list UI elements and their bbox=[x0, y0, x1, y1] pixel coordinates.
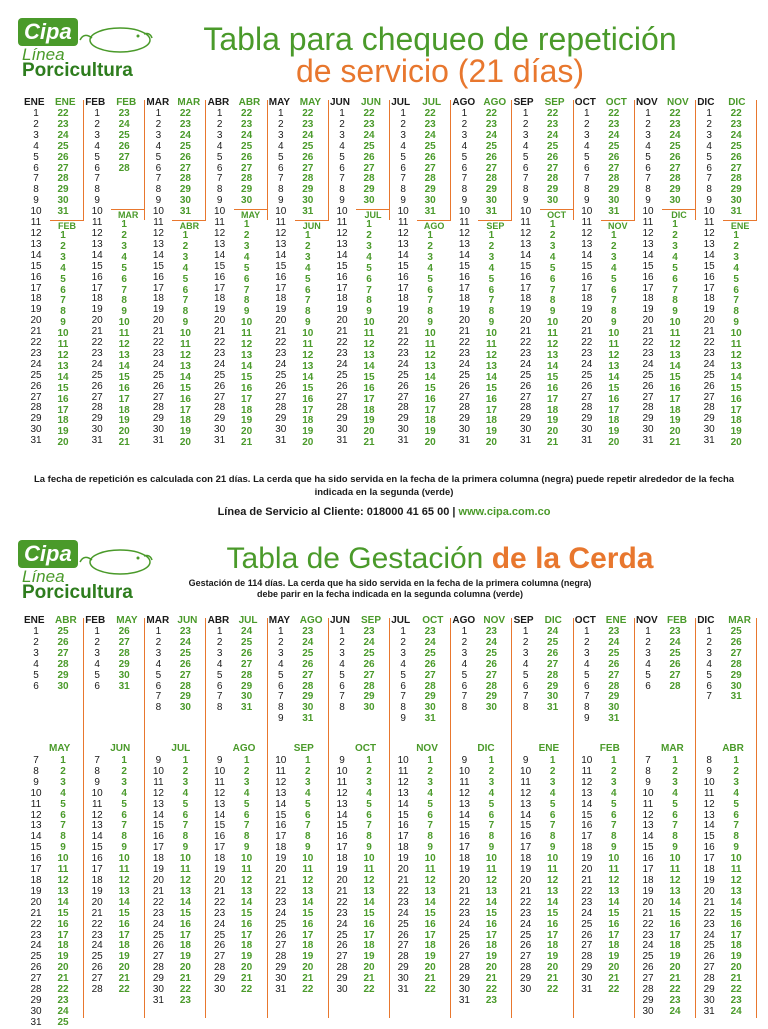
birth-month-label: NOV bbox=[483, 615, 506, 626]
repeat-days-a: 22 23 24 25 26 27 28 29 30 31 bbox=[730, 108, 742, 218]
served-days-a: 1 2 3 4 5 6 7 8 bbox=[339, 626, 345, 714]
next-birth-month-label: JUN bbox=[110, 743, 131, 754]
served-days: 1 2 3 4 5 6 7 8 9 10 11 12 13 14 15 16 17 18 19 20 21 22 23 24 25 26 27 28 29 30 31 bbox=[703, 108, 715, 447]
served-days-a: 1 2 3 4 5 6 7 8 9 bbox=[400, 626, 406, 725]
next-birth-month-label: DIC bbox=[477, 743, 495, 754]
gestation-block-sep bbox=[513, 615, 577, 1024]
birth-days-b: 1 2 3 4 5 6 7 8 9 10 11 12 13 14 15 16 17 18 19 20 21 22 23 bbox=[485, 755, 497, 1006]
served-days: 1 2 3 4 5 6 7 8 9 10 11 12 13 14 15 16 17 18 19 20 21 22 23 24 25 26 27 28 29 30 31 bbox=[336, 108, 348, 447]
next-month-label: OCT bbox=[540, 209, 574, 220]
month-label: DIC bbox=[697, 97, 715, 108]
next-birth-month-label: FEB bbox=[599, 743, 620, 754]
next-birth-month-label: JUL bbox=[171, 743, 191, 754]
next-month-label: SEP bbox=[478, 220, 512, 231]
month-label: MAR bbox=[146, 97, 170, 108]
cipa-logo-bottom bbox=[18, 540, 158, 603]
month-label: MAY bbox=[268, 97, 291, 108]
served-days: 1 2 3 4 5 6 7 8 9 10 11 12 13 14 15 16 17 18 19 20 21 22 23 24 25 26 27 28 29 30 31 bbox=[30, 108, 42, 447]
birth-month-label: OCT bbox=[422, 615, 444, 626]
birth-month-label: ABR bbox=[55, 615, 77, 626]
repeat-month-label: MAY bbox=[299, 97, 322, 108]
divider-line bbox=[267, 618, 268, 1018]
divider-line bbox=[83, 100, 84, 220]
birth-days-b: 1 2 3 4 5 6 7 8 9 10 11 12 13 14 15 16 17 18 19 20 21 22 bbox=[241, 755, 253, 996]
served-days-b: 7 8 9 10 11 12 13 14 15 16 17 18 19 20 21 22 23 24 25 26 27 28 bbox=[91, 755, 103, 996]
cipa-badge: Cipa bbox=[18, 18, 78, 46]
served-days-b: 9 10 11 12 13 14 15 16 17 18 19 20 21 22 23 24 25 26 27 28 29 30 31 bbox=[458, 755, 470, 1006]
gestation-block-dic bbox=[697, 615, 760, 1024]
divider-line bbox=[328, 618, 329, 1018]
next-month-label: FEB bbox=[50, 220, 84, 231]
website-link[interactable]: www.cipa.com.co bbox=[458, 506, 551, 518]
divider-line bbox=[573, 100, 574, 220]
birth-month-label: MAR bbox=[728, 615, 751, 626]
served-days-a: 1 2 3 4 5 6 7 8 bbox=[155, 626, 162, 714]
birth-month-label: FEB bbox=[667, 615, 687, 626]
month-block-ene bbox=[24, 97, 87, 466]
service-month-label: ABR bbox=[207, 615, 230, 626]
month-block-jun bbox=[330, 97, 393, 466]
gestation-block-abr bbox=[207, 615, 271, 1024]
served-days-b: 9 10 11 12 13 14 15 16 17 18 19 20 21 22 23 24 25 26 27 28 29 30 bbox=[520, 755, 532, 996]
next-month-label: ENE bbox=[723, 220, 757, 231]
month-block-sep bbox=[513, 97, 577, 466]
repeat-days-b: 1 2 3 4 5 6 7 8 9 10 11 12 13 14 15 16 17 18 19 20 21 bbox=[363, 219, 375, 449]
repeat-days-a: 22 23 24 25 26 27 28 29 30 31 bbox=[424, 108, 436, 218]
service-month-label: AGO bbox=[452, 615, 476, 626]
divider-line bbox=[389, 618, 390, 1018]
birth-days-b: 1 2 3 4 5 6 7 8 9 10 11 12 13 14 15 16 17 18 19 20 21 22 bbox=[363, 755, 375, 996]
divider-line bbox=[328, 100, 329, 220]
repeat-days-b: 1 2 3 4 5 6 7 8 9 10 11 12 13 14 15 16 17 18 19 20 21 bbox=[241, 219, 253, 449]
repeat-days-a: 22 23 24 25 26 27 28 29 30 31 bbox=[57, 108, 69, 218]
divider-line bbox=[756, 100, 757, 220]
birth-days-b: 1 2 3 4 5 6 7 8 9 10 11 12 13 14 15 16 17 18 19 20 21 22 bbox=[118, 755, 130, 996]
next-month-label: DIC bbox=[662, 209, 696, 220]
served-days-a: 1 2 3 4 5 6 bbox=[94, 626, 100, 692]
repeat-days-b: 1 2 3 4 5 6 7 8 9 10 11 12 13 14 15 16 17 18 19 20 21 bbox=[547, 219, 559, 449]
gestation-block-oct bbox=[574, 615, 638, 1024]
month-block-abr bbox=[207, 97, 271, 466]
repeat-days-b: 1 2 3 4 5 6 7 8 9 10 11 12 13 14 15 16 17 18 19 20 bbox=[179, 230, 191, 449]
divider-line bbox=[450, 618, 451, 1018]
repeat-days-b: 1 2 3 4 5 6 7 8 9 10 11 12 13 14 15 16 17 18 19 20 21 bbox=[118, 219, 130, 449]
repeat-days-b: 1 2 3 4 5 6 7 8 9 10 11 12 13 14 15 16 17 18 19 20 bbox=[302, 230, 314, 449]
month-label: JUN bbox=[330, 97, 351, 108]
birth-days-b: 1 2 3 4 5 6 7 8 9 10 11 12 13 14 15 16 17 18 19 20 21 22 23 bbox=[179, 755, 191, 1006]
divider-line bbox=[634, 100, 635, 220]
divider-line bbox=[511, 618, 512, 1018]
repeat-month-label: ABR bbox=[238, 97, 261, 108]
repeat-days-a: 22 23 24 25 26 27 28 29 30 31 bbox=[485, 108, 497, 218]
served-days-b: 8 9 10 11 12 13 14 15 16 17 18 19 20 21 22 23 24 25 26 27 28 29 30 31 bbox=[703, 755, 715, 1017]
birth-days-a: 23 24 25 26 27 28 29 30 31 bbox=[302, 626, 314, 725]
month-block-jul bbox=[391, 97, 454, 466]
gestation-block-jun bbox=[330, 615, 393, 1024]
birth-days-a: 25 26 27 28 29 30 31 bbox=[730, 626, 742, 703]
birth-days-b: 1 2 3 4 5 6 7 8 9 10 11 12 13 14 15 16 17 18 19 20 21 22 23 24 bbox=[669, 755, 681, 1017]
month-block-mar bbox=[146, 97, 209, 466]
service-month-label: MAR bbox=[146, 615, 170, 626]
repeat-days-b: 1 2 3 4 5 6 7 8 9 10 11 12 13 14 15 16 17 18 19 20 bbox=[730, 230, 742, 449]
served-days-a: 1 2 3 4 5 6 7 8 bbox=[216, 626, 223, 714]
bottom-title-part1: Tabla de Gestación bbox=[226, 542, 484, 575]
divider-line bbox=[573, 618, 574, 1018]
served-days-a: 1 2 3 4 5 6 bbox=[645, 626, 651, 692]
served-days: 1 2 3 4 5 6 7 8 9 10 11 12 13 14 15 16 17 18 19 20 21 22 23 24 25 26 27 28 29 30 31 bbox=[397, 108, 409, 447]
next-birth-month-label: MAY bbox=[49, 743, 71, 754]
next-month-label: JUL bbox=[356, 209, 390, 220]
next-birth-month-label: NOV bbox=[416, 743, 438, 754]
divider-line bbox=[450, 100, 451, 220]
month-label: SEP bbox=[513, 97, 534, 108]
birth-days-a: 23 24 25 26 27 28 29 30 bbox=[179, 626, 191, 714]
next-birth-month-label: OCT bbox=[355, 743, 377, 754]
birth-days-b: 1 2 3 4 5 6 7 8 9 10 11 12 13 14 15 16 17 18 19 20 21 22 23 24 25 bbox=[57, 755, 69, 1028]
repeat-month-label: JUN bbox=[361, 97, 382, 108]
next-month-label: MAY bbox=[234, 209, 268, 220]
divider-line bbox=[205, 618, 206, 1018]
served-days: 1 2 3 4 5 6 7 8 9 10 11 12 13 14 15 16 17 18 19 20 21 22 23 24 25 26 27 28 29 30 31 bbox=[91, 108, 103, 447]
birth-days-b: 1 2 3 4 5 6 7 8 9 10 11 12 13 14 15 16 17 18 19 20 21 22 bbox=[608, 755, 620, 996]
repeat-month-label: FEB bbox=[116, 97, 137, 108]
logo-line-text: Línea bbox=[22, 567, 65, 586]
divider-line bbox=[511, 100, 512, 220]
served-days-a: 1 2 3 4 5 6 7 8 bbox=[522, 626, 529, 714]
divider-line bbox=[695, 618, 696, 1018]
next-month-label: ABR bbox=[172, 220, 206, 231]
service-label: Línea de Servicio al Cliente: 018000 41 65 00 | bbox=[217, 506, 456, 518]
birth-days-a: 23 24 25 26 27 28 29 30 31 bbox=[424, 626, 436, 725]
repeat-month-label: OCT bbox=[605, 97, 627, 108]
month-block-dic bbox=[697, 97, 760, 466]
month-block-oct bbox=[574, 97, 638, 466]
served-days-b: 10 11 12 13 14 15 16 17 18 19 20 21 22 23 24 25 26 27 28 29 30 31 bbox=[397, 755, 409, 996]
served-days: 1 2 3 4 5 6 7 8 9 10 11 12 13 14 15 16 17 18 19 20 21 22 23 24 25 26 27 28 29 30 31 bbox=[642, 108, 654, 447]
divider-line bbox=[756, 618, 757, 1018]
month-label: ENE bbox=[24, 97, 45, 108]
served-days: 1 2 3 4 5 6 7 8 9 10 11 12 13 14 15 16 17 18 19 20 21 22 23 24 25 26 27 28 29 30 31 bbox=[520, 108, 532, 447]
cipa-badge: Cipa bbox=[18, 540, 78, 568]
birth-month-label: DIC bbox=[544, 615, 562, 626]
month-block-may bbox=[268, 97, 332, 466]
top-title-line1: Tabla para chequeo de repetición bbox=[203, 21, 677, 57]
service-month-label: ENE bbox=[24, 615, 45, 626]
gestation-block-mar bbox=[146, 615, 209, 1024]
repeat-days-a: 22 23 24 25 26 27 28 29 30 bbox=[547, 108, 559, 207]
month-label: JUL bbox=[391, 97, 411, 108]
repeat-month-label: DIC bbox=[728, 97, 746, 108]
next-month-label: JUN bbox=[295, 220, 329, 231]
birth-days-a: 23 24 25 26 27 28 bbox=[669, 626, 681, 692]
gestation-block-feb bbox=[85, 615, 148, 1024]
served-days: 1 2 3 4 5 6 7 8 9 10 11 12 13 14 15 16 17 18 19 20 21 22 23 24 25 26 27 28 29 30 31 bbox=[214, 108, 226, 447]
served-days: 1 2 3 4 5 6 7 8 9 10 11 12 13 14 15 16 17 18 19 20 21 22 23 24 25 26 27 28 29 30 31 bbox=[275, 108, 287, 447]
repeat-days-a: 22 23 24 25 26 27 28 29 30 31 bbox=[302, 108, 314, 218]
served-days-b: 9 10 11 12 13 14 15 16 17 18 19 20 21 22 23 24 25 26 27 28 29 30 bbox=[336, 755, 348, 996]
divider-line bbox=[144, 618, 145, 1018]
birth-days-a: 24 25 26 27 28 29 30 31 bbox=[241, 626, 253, 714]
divider-line bbox=[634, 618, 635, 1018]
gestation-block-jul bbox=[391, 615, 454, 1024]
service-month-label: SEP bbox=[513, 615, 534, 626]
repeat-days-b: 1 2 3 4 5 6 7 8 9 10 11 12 13 14 15 16 17 18 19 20 bbox=[424, 230, 436, 449]
birth-days-a: 24 25 26 27 28 29 30 31 bbox=[547, 626, 559, 714]
served-days-a: 1 2 3 4 5 6 bbox=[33, 626, 39, 692]
repeat-days-a: 22 23 24 25 26 27 28 29 30 bbox=[241, 108, 253, 207]
cipa-logo-top bbox=[18, 18, 158, 81]
repeat-month-label: JUL bbox=[422, 97, 442, 108]
repeat-service-table bbox=[24, 97, 750, 466]
birth-days-a: 25 26 27 28 29 30 bbox=[57, 626, 69, 692]
repeat-days-b: 1 2 3 4 5 6 7 8 9 10 11 12 13 14 15 16 17 18 19 20 bbox=[608, 230, 620, 449]
served-days-b: 7 8 9 10 11 12 13 14 15 16 17 18 19 20 21 22 23 24 25 26 27 28 29 30 31 bbox=[30, 755, 42, 1028]
divider-line bbox=[695, 100, 696, 220]
served-days-b: 9 10 11 12 13 14 15 16 17 18 19 20 21 22 23 24 25 26 27 28 29 30 31 bbox=[152, 755, 164, 1006]
month-label: AGO bbox=[452, 97, 476, 108]
month-label: FEB bbox=[85, 97, 106, 108]
gestation-block-ene bbox=[24, 615, 87, 1028]
next-birth-month-label: MAR bbox=[661, 743, 684, 754]
birth-month-label: SEP bbox=[361, 615, 382, 626]
repeat-note: La fecha de repetición es calculada con 21 días. La cerda que ha sido servida en la fecha de la primera columna (negra) puede repetir alrededor de la fecha indicada en la segunda (verde) bbox=[33, 474, 735, 498]
birth-days-b: 1 2 3 4 5 6 7 8 9 10 11 12 13 14 15 16 17 18 19 20 21 22 23 24 bbox=[730, 755, 742, 1017]
logo-line-text: Línea bbox=[22, 45, 65, 64]
birth-days-a: 23 24 25 26 27 28 29 30 bbox=[363, 626, 375, 714]
service-month-label: MAY bbox=[268, 615, 291, 626]
next-month-label: AGO bbox=[417, 220, 451, 231]
top-title-line2: de servicio (21 días) bbox=[295, 53, 585, 89]
month-block-feb bbox=[85, 97, 148, 466]
next-birth-month-label: ABR bbox=[722, 743, 744, 754]
repeat-month-label: ENE bbox=[55, 97, 76, 108]
served-days: 1 2 3 4 5 6 7 8 9 10 11 12 13 14 15 16 17 18 19 20 21 22 23 24 25 26 27 28 29 30 31 bbox=[458, 108, 470, 447]
repeat-days-b: 1 2 3 4 5 6 7 8 9 10 11 12 13 14 15 16 17 18 19 20 21 bbox=[669, 219, 681, 449]
birth-month-label: AGO bbox=[299, 615, 323, 626]
served-days: 1 2 3 4 5 6 7 8 9 10 11 12 13 14 15 16 17 18 19 20 21 22 23 24 25 26 27 28 29 30 31 bbox=[581, 108, 593, 447]
divider-line bbox=[267, 100, 268, 220]
repeat-month-label: MAR bbox=[177, 97, 201, 108]
birth-days-b: 1 2 3 4 5 6 7 8 9 10 11 12 13 14 15 16 17 18 19 20 21 22 bbox=[302, 755, 314, 996]
served-days-a: 1 2 3 4 5 6 7 8 bbox=[461, 626, 468, 714]
birth-month-label: MAY bbox=[116, 615, 138, 626]
gestation-block-may bbox=[268, 615, 332, 1024]
service-month-label: JUL bbox=[391, 615, 411, 626]
served-days-b: 7 8 9 10 11 12 13 14 15 16 17 18 19 20 21 22 23 24 25 26 27 28 29 30 bbox=[642, 755, 654, 1017]
bottom-title-part2: de la Cerda bbox=[491, 542, 654, 575]
next-birth-month-label: SEP bbox=[293, 743, 314, 754]
month-label: ABR bbox=[207, 97, 230, 108]
served-days-a: 1 2 3 4 5 6 7 8 9 bbox=[278, 626, 284, 725]
divider-line bbox=[144, 100, 145, 220]
service-line bbox=[0, 506, 768, 518]
month-label: NOV bbox=[636, 97, 658, 108]
repeat-month-label: NOV bbox=[667, 97, 689, 108]
repeat-days-b: 1 2 3 4 5 6 7 8 9 10 11 12 13 14 15 16 17 18 19 20 bbox=[485, 230, 497, 449]
birth-month-label: ENE bbox=[605, 615, 627, 626]
birth-days-b: 1 2 3 4 5 6 7 8 9 10 11 12 13 14 15 16 17 18 19 20 21 22 bbox=[547, 755, 559, 996]
divider-line bbox=[389, 100, 390, 220]
service-month-label: OCT bbox=[574, 615, 596, 626]
birth-days-b: 1 2 3 4 5 6 7 8 9 10 11 12 13 14 15 16 17 18 19 20 21 22 bbox=[424, 755, 436, 996]
repeat-days-a: 23 24 25 26 27 28 bbox=[118, 108, 130, 174]
month-label: OCT bbox=[574, 97, 596, 108]
month-block-ago bbox=[452, 97, 515, 466]
served-days-b: 9 10 11 12 13 14 15 16 17 18 19 20 21 22 23 24 25 26 27 28 29 30 bbox=[214, 755, 226, 996]
service-month-label: DIC bbox=[697, 615, 715, 626]
repeat-days-a: 22 23 24 25 26 27 28 29 30 31 bbox=[179, 108, 191, 218]
next-birth-month-label: ENE bbox=[538, 743, 560, 754]
birth-month-label: JUN bbox=[177, 615, 198, 626]
served-days: 1 2 3 4 5 6 7 8 9 10 11 12 13 14 15 16 17 18 19 20 21 22 23 24 25 26 27 28 29 30 31 bbox=[152, 108, 164, 447]
gestation-note: Gestación de 114 días. La cerda que ha sido servida en la fecha de la primera columna (negra) debe parir en la fecha indicada en la segunda columna (verde) bbox=[188, 578, 592, 599]
birth-days-a: 26 27 28 29 30 31 bbox=[118, 626, 130, 692]
next-month-label: NOV bbox=[601, 220, 635, 231]
repeat-month-label: AGO bbox=[483, 97, 507, 108]
birth-days-a: 23 24 25 26 27 28 29 30 bbox=[485, 626, 497, 714]
repeat-days-a: 22 23 24 25 26 27 28 29 30 31 bbox=[608, 108, 620, 218]
served-days-b: 10 11 12 13 14 15 16 17 18 19 20 21 22 23 24 25 26 27 28 29 30 31 bbox=[581, 755, 593, 996]
service-month-label: FEB bbox=[85, 615, 106, 626]
repeat-days-a: 22 23 24 25 26 27 28 29 30 bbox=[669, 108, 681, 207]
divider-line bbox=[83, 618, 84, 1018]
bottom-title bbox=[140, 542, 740, 576]
service-month-label: JUN bbox=[330, 615, 351, 626]
month-block-nov bbox=[636, 97, 699, 466]
served-days-a: 1 2 3 4 5 6 7 8 9 bbox=[584, 626, 590, 725]
birth-month-label: JUL bbox=[238, 615, 258, 626]
gestation-block-ago bbox=[452, 615, 515, 1024]
next-month-label: MAR bbox=[111, 209, 145, 220]
served-days-a: 1 2 3 4 5 6 7 bbox=[706, 626, 712, 703]
gestation-block-nov bbox=[636, 615, 699, 1024]
service-month-label: NOV bbox=[636, 615, 658, 626]
birth-days-a: 23 24 25 26 27 28 29 30 31 bbox=[608, 626, 620, 725]
next-birth-month-label: AGO bbox=[232, 743, 256, 754]
repeat-days-a: 22 23 24 25 26 27 28 29 30 bbox=[363, 108, 375, 207]
logo-brand-text: Porcicultura bbox=[22, 582, 133, 603]
repeat-days-b: 1 2 3 4 5 6 7 8 9 10 11 12 13 14 15 16 17 18 19 20 bbox=[57, 230, 69, 449]
divider-line bbox=[205, 100, 206, 220]
gestation-table bbox=[24, 615, 751, 1028]
repeat-month-label: SEP bbox=[544, 97, 565, 108]
served-days-b: 10 11 12 13 14 15 16 17 18 19 20 21 22 23 24 25 26 27 28 29 30 31 bbox=[275, 755, 287, 996]
logo-brand-text: Porcicultura bbox=[22, 60, 133, 81]
